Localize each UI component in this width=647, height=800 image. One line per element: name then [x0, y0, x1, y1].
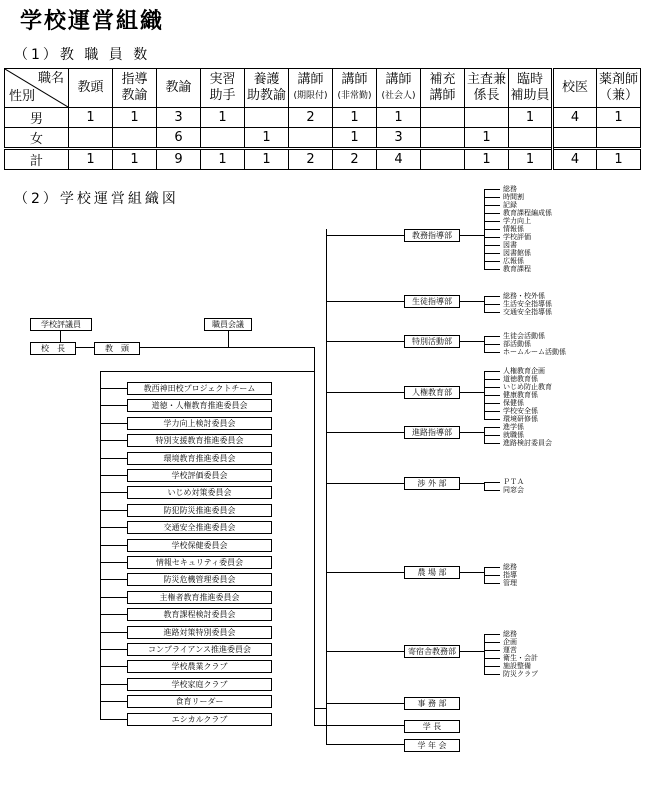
- column-header: [553, 69, 597, 108]
- table-cell: 1: [333, 128, 377, 149]
- connector-line: [484, 245, 500, 246]
- column-header: [597, 69, 641, 108]
- committee-box: 特別支援教育推進委員会: [127, 434, 272, 447]
- corner-diagonal-cell: [5, 69, 69, 108]
- table-cell: 6: [157, 128, 201, 149]
- connector-line: [484, 443, 500, 444]
- connector-line: [484, 567, 500, 568]
- connector-line: [484, 371, 500, 372]
- connector-line: [484, 634, 485, 675]
- connector-line: [100, 666, 127, 667]
- department-box: 進路指導部: [404, 426, 460, 439]
- table-row: [5, 128, 641, 149]
- department-item: 衛生・会計: [503, 654, 538, 662]
- department-item: 保健係: [503, 399, 524, 407]
- table-cell: 3: [157, 108, 201, 128]
- table-cell: 1: [333, 108, 377, 128]
- committee-box: コンプライアンス推進委員会: [127, 643, 272, 656]
- department-item: 教育課程編成係: [503, 209, 552, 217]
- connector-line: [100, 701, 127, 702]
- table-cell: 1: [465, 128, 509, 149]
- department-item: 学校安全係: [503, 407, 538, 415]
- column-header: [157, 69, 201, 108]
- table-cell: [245, 108, 289, 128]
- connector-line: [484, 237, 500, 238]
- department-item: 学力向上: [503, 217, 531, 225]
- connector-line: [139, 347, 314, 348]
- connector-line: [484, 674, 500, 675]
- committee-box: 食育リーダー: [127, 695, 272, 708]
- connector-line: [326, 301, 404, 302]
- connector-line: [326, 744, 404, 745]
- column-header-line1: 講師: [385, 72, 412, 87]
- committee-box: 学校家庭クラブ: [127, 678, 272, 691]
- connector-line: [484, 197, 500, 198]
- connector-line: [484, 634, 500, 635]
- grade-meeting-box: 学 年 会: [404, 739, 460, 752]
- table-cell: 1: [201, 149, 245, 170]
- column-header-line2: (社会人): [381, 91, 416, 101]
- connector-line: [228, 330, 229, 348]
- column-header-line1: 講師: [297, 72, 324, 87]
- department-item: 生活安全指導係: [503, 300, 552, 308]
- department-item: 広報係: [503, 257, 524, 265]
- column-header-line1: 養護: [253, 72, 280, 87]
- connector-line: [484, 312, 500, 313]
- department-item: 情報係: [503, 225, 524, 233]
- connector-line: [484, 427, 500, 428]
- column-header-line1: 校医: [561, 80, 588, 95]
- department-item: 生徒会活動係: [503, 332, 545, 340]
- connector-line: [459, 572, 484, 573]
- committee-box: 情報セキュリティ委員会: [127, 556, 272, 569]
- connector-line: [484, 419, 500, 420]
- table-cell: 4: [553, 108, 597, 128]
- connector-line: [100, 527, 127, 528]
- table-cell: 4: [553, 149, 597, 170]
- connector-line: [100, 440, 127, 441]
- committee-box: 防犯防災推進委員会: [127, 504, 272, 517]
- connector-line: [484, 650, 500, 651]
- column-header: [465, 69, 509, 108]
- column-header-line2: 補助員: [510, 88, 550, 103]
- connector-line: [326, 725, 327, 745]
- connector-line: [100, 475, 127, 476]
- connector-line: [484, 666, 500, 667]
- department-item: 企画: [503, 638, 517, 646]
- column-header-line2: （兼）: [598, 88, 638, 103]
- department-item: 道徳教育係: [503, 375, 538, 383]
- column-header: [289, 69, 333, 108]
- connector-line: [60, 330, 61, 342]
- committee-box: 学校保健委員会: [127, 539, 272, 552]
- staff-count-table: [4, 68, 641, 170]
- column-header: [377, 69, 421, 108]
- column-header: [69, 69, 113, 108]
- connector-line: [459, 235, 484, 236]
- table-cell: [69, 128, 113, 149]
- connector-line: [326, 651, 404, 652]
- table-cell: [201, 128, 245, 149]
- connector-line: [459, 301, 484, 302]
- connector-line: [484, 403, 500, 404]
- table-cell: [465, 108, 509, 128]
- table-cell: 1: [509, 108, 553, 128]
- department-item: いじめ防止教育: [503, 383, 552, 391]
- committee-box: 道徳・人権教育推進委員会: [127, 399, 272, 412]
- connector-line: [484, 229, 500, 230]
- connector-line: [484, 583, 500, 584]
- connector-line: [484, 490, 500, 491]
- table-row: [5, 149, 641, 170]
- department-item: 図書: [503, 241, 517, 249]
- connector-line: [100, 423, 127, 424]
- department-item: 部活動係: [503, 340, 531, 348]
- department-item: 指導: [503, 571, 517, 579]
- connector-line: [484, 269, 500, 270]
- table-cell: 1: [113, 108, 157, 128]
- column-header-line2: 助手: [209, 88, 236, 103]
- column-header-line2: (期限付): [293, 91, 328, 101]
- department-item: 時間割: [503, 193, 524, 201]
- section-org-chart-heading: （2）学校運営組織図: [14, 191, 179, 207]
- connector-line: [459, 341, 484, 342]
- connector-line: [100, 388, 127, 389]
- column-header-line2: 助教諭: [246, 88, 286, 103]
- connector-line: [100, 597, 127, 598]
- table-cell: 1: [509, 149, 553, 170]
- connector-line: [459, 392, 484, 393]
- committee-box: 学校農業クラブ: [127, 660, 272, 673]
- committee-box: エシカルクラブ: [127, 713, 272, 726]
- connector-line: [100, 492, 127, 493]
- department-item: 施設整備: [503, 662, 531, 670]
- table-cell: 1: [201, 108, 245, 128]
- connector-line: [484, 213, 500, 214]
- department-box: 事 務 部: [404, 697, 460, 710]
- connector-line: [100, 684, 127, 685]
- connector-line: [484, 435, 500, 436]
- committee-box: 学力向上検討委員会: [127, 417, 272, 430]
- department-item: 環境研修係: [503, 415, 538, 423]
- column-header-line1: 補充: [429, 72, 456, 87]
- connector-line: [484, 482, 500, 483]
- table-cell: 2: [289, 108, 333, 128]
- department-box: 教務指導部: [404, 229, 460, 242]
- column-header: [333, 69, 377, 108]
- table-cell: 3: [377, 128, 421, 149]
- column-header-line1: 教諭: [165, 80, 192, 95]
- table-cell: [553, 128, 597, 149]
- department-item: ホームルーム活動係: [503, 348, 566, 356]
- column-header-line2: 講師: [429, 88, 456, 103]
- committee-box: 学校評価委員会: [127, 469, 272, 482]
- department-box: 農 場 部: [404, 566, 460, 579]
- connector-line: [484, 575, 500, 576]
- connector-line: [100, 545, 127, 546]
- table-cell: 4: [377, 149, 421, 170]
- department-item: 教育課程: [503, 265, 531, 273]
- department-item: 進学係: [503, 423, 524, 431]
- department-item: 交通安全指導係: [503, 308, 552, 316]
- connector-line: [459, 483, 484, 484]
- table-cell: [421, 149, 465, 170]
- connector-line: [459, 432, 484, 433]
- connector-line: [484, 642, 500, 643]
- connector-line: [484, 221, 500, 222]
- column-header-line1: 指導: [121, 72, 148, 87]
- table-cell: 1: [69, 149, 113, 170]
- column-header-line2: 教諭: [121, 88, 148, 103]
- table-cell: 2: [289, 149, 333, 170]
- column-header: [245, 69, 289, 108]
- connector-line: [326, 341, 404, 342]
- connector-line: [326, 235, 404, 236]
- connector-line: [100, 614, 127, 615]
- connector-line: [484, 395, 500, 396]
- department-item: 総務・校外係: [503, 292, 545, 300]
- committee-box: 防災危機管理委員会: [127, 573, 272, 586]
- department-item: 総務: [503, 630, 517, 638]
- committee-box: 進路対策特別委員会: [127, 626, 272, 639]
- department-item: 図書館係: [503, 249, 531, 257]
- column-header-line1: 講師: [341, 72, 368, 87]
- connector-line: [314, 725, 326, 726]
- committee-box: 教西神田校プロジェクトチーム: [127, 382, 272, 395]
- table-cell: 1: [377, 108, 421, 128]
- gender-label: 計: [5, 149, 69, 170]
- department-item: 健康教育係: [503, 391, 538, 399]
- connector-line: [484, 253, 500, 254]
- column-header-line2: 係長: [473, 88, 500, 103]
- corner-position-label: 職名: [37, 71, 64, 86]
- school-councilor-box: 学校評議員: [30, 318, 92, 331]
- connector-line: [484, 352, 500, 353]
- column-header-line1: 臨時: [516, 72, 543, 87]
- connector-line: [484, 336, 500, 337]
- connector-line: [459, 651, 484, 652]
- department-item: 総務: [503, 563, 517, 571]
- department-box: 寄宿舎教務部: [404, 645, 460, 658]
- connector-line: [326, 725, 404, 726]
- connector-line: [100, 371, 314, 372]
- column-header-line1: 実習: [209, 72, 236, 87]
- connector-line: [100, 579, 127, 580]
- committee-box: 主権者教育推進委員会: [127, 591, 272, 604]
- column-header: [113, 69, 157, 108]
- section-staff-count-heading: （1）教 職 員 数: [14, 47, 151, 63]
- connector-line: [100, 562, 127, 563]
- connector-line: [100, 632, 127, 633]
- table-header-row: [5, 69, 641, 108]
- column-header: [201, 69, 245, 108]
- gender-label: 女: [5, 128, 69, 149]
- staff-meeting-box: 職員会議: [204, 318, 252, 331]
- connector-line: [326, 432, 404, 433]
- department-box: 渉 外 部: [404, 477, 460, 490]
- table-cell: 2: [333, 149, 377, 170]
- connector-line: [484, 189, 500, 190]
- table-cell: 1: [113, 149, 157, 170]
- table-cell: 1: [597, 149, 641, 170]
- connector-line: [100, 719, 127, 720]
- department-item: 総務: [503, 185, 517, 193]
- table-cell: [421, 128, 465, 149]
- connector-line: [100, 458, 127, 459]
- vice-principal-box: 教 頭: [94, 342, 140, 355]
- connector-line: [100, 510, 127, 511]
- table-cell: [113, 128, 157, 149]
- committee-box: 教育課程検討委員会: [127, 608, 272, 621]
- department-item: 同窓会: [503, 486, 524, 494]
- connector-line: [484, 379, 500, 380]
- column-header-line1: 主査兼: [466, 72, 506, 87]
- connector-line: [484, 205, 500, 206]
- table-cell: 1: [465, 149, 509, 170]
- column-header-line2: (非常勤): [337, 91, 372, 101]
- table-cell: 9: [157, 149, 201, 170]
- connector-line: [326, 483, 404, 484]
- head-box: 学 長: [404, 720, 460, 733]
- connector-line: [484, 411, 500, 412]
- connector-line: [314, 708, 326, 709]
- connector-line: [484, 658, 500, 659]
- committee-box: いじめ対策委員会: [127, 486, 272, 499]
- department-item: 管理: [503, 579, 517, 587]
- department-item: 進路検討委員会: [503, 439, 552, 447]
- connector-line: [100, 649, 127, 650]
- table-row: [5, 108, 641, 128]
- department-box: 人権教育部: [404, 386, 460, 399]
- committee-box: 環境教育推進委員会: [127, 452, 272, 465]
- department-item: ＰＴＡ: [503, 478, 524, 486]
- connector-line: [484, 304, 500, 305]
- department-item: 運営: [503, 646, 517, 654]
- connector-line: [100, 405, 127, 406]
- department-item: 記録: [503, 201, 517, 209]
- table-cell: 1: [69, 108, 113, 128]
- committee-box: 交通安全推進委員会: [127, 521, 272, 534]
- column-header: [421, 69, 465, 108]
- column-header-line1: 教頭: [77, 80, 104, 95]
- department-item: 人権教育企画: [503, 367, 545, 375]
- connector-line: [326, 703, 404, 704]
- table-cell: 1: [245, 128, 289, 149]
- corner-gender-label: 性別: [9, 89, 36, 104]
- connector-line: [484, 261, 500, 262]
- column-header-line1: 薬剤師: [598, 72, 638, 87]
- connector-line: [326, 392, 404, 393]
- department-item: 就職係: [503, 431, 524, 439]
- connector-line: [326, 572, 404, 573]
- department-item: 防災クラブ: [503, 670, 538, 678]
- table-cell: 1: [245, 149, 289, 170]
- gender-label: 男: [5, 108, 69, 128]
- department-item: 学校評価: [503, 233, 531, 241]
- connector-line: [75, 347, 94, 348]
- principal-box: 校 長: [30, 342, 76, 355]
- table-cell: [289, 128, 333, 149]
- page-title: 学校運営組織: [20, 9, 165, 34]
- connector-line: [314, 347, 315, 725]
- connector-line: [484, 387, 500, 388]
- department-box: 特別活動部: [404, 335, 460, 348]
- department-box: 生徒指導部: [404, 295, 460, 308]
- table-cell: [509, 128, 553, 149]
- table-cell: 1: [597, 108, 641, 128]
- table-cell: [421, 108, 465, 128]
- table-cell: [597, 128, 641, 149]
- connector-line: [484, 344, 500, 345]
- column-header: [509, 69, 553, 108]
- connector-line: [484, 296, 500, 297]
